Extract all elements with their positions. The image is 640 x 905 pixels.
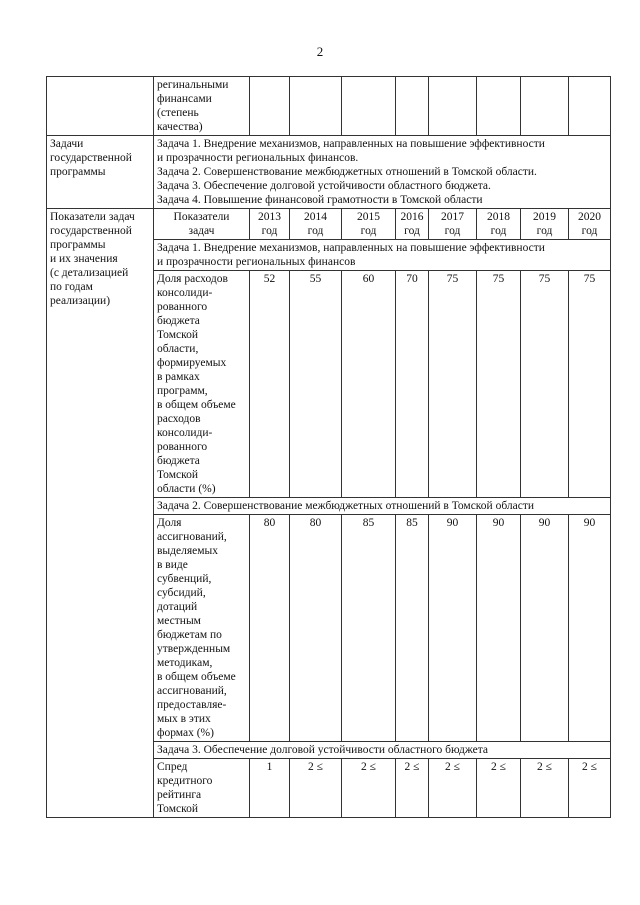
task2-value-2014: 80 bbox=[290, 515, 342, 742]
task1-value-2018: 75 bbox=[477, 271, 521, 498]
indicators-header-row bbox=[47, 209, 611, 240]
task2-value-2017: 90 bbox=[429, 515, 477, 742]
task1-indicator-name: Доля расходов консолиди- рованного бюджета Томской области, формируемых в рамках программ, в общем объеме расходов консолиди- рованного бюджета Томской области (%) bbox=[154, 271, 250, 498]
continuation-value-cell bbox=[342, 77, 396, 136]
indicator-column-header: Показатели задач bbox=[154, 209, 250, 240]
task3-value-2017: 2 ≤ bbox=[429, 759, 477, 818]
task1-value-2014: 55 bbox=[290, 271, 342, 498]
continuation-value-cell bbox=[396, 77, 429, 136]
continuation-value-cell bbox=[569, 77, 611, 136]
task2-value-2016: 85 bbox=[396, 515, 429, 742]
task3-value-2014: 2 ≤ bbox=[290, 759, 342, 818]
continuation-value-cell bbox=[429, 77, 477, 136]
year-header: 2019 год bbox=[521, 209, 569, 240]
task3-value-2018: 2 ≤ bbox=[477, 759, 521, 818]
task3-title: Задача 3. Обеспечение долговой устойчивости областного бюджета bbox=[154, 742, 611, 759]
task3-indicator-name: Спред кредитного рейтинга Томской bbox=[154, 759, 250, 818]
task2-value-2015: 85 bbox=[342, 515, 396, 742]
year-header: 2017 год bbox=[429, 209, 477, 240]
year-header: 2020 год bbox=[569, 209, 611, 240]
task3-value-2015: 2 ≤ bbox=[342, 759, 396, 818]
task3-value-2019: 2 ≤ bbox=[521, 759, 569, 818]
task2-title: Задача 2. Совершенствование межбюджетных отношений в Томской области bbox=[154, 498, 611, 515]
tasks-label: Задачи государственной программы bbox=[47, 136, 154, 209]
continuation-label-cell bbox=[47, 77, 154, 136]
task1-value-2013: 52 bbox=[250, 271, 290, 498]
continuation-value-cell bbox=[477, 77, 521, 136]
program-passport-table bbox=[46, 76, 611, 818]
task3-value-2020: 2 ≤ bbox=[569, 759, 611, 818]
continuation-indicator-cell: регинальными финансами (степень качества) bbox=[154, 77, 250, 136]
indicators-label: Показатели задач государственной программы и их значения (с детализацией по годам реализации) bbox=[47, 209, 154, 818]
task1-title: Задача 1. Внедрение механизмов, направленных на повышение эффективности и прозрачности региональных финансов bbox=[154, 240, 611, 271]
task2-value-2013: 80 bbox=[250, 515, 290, 742]
task3-value-2013: 1 bbox=[250, 759, 290, 818]
task1-value-2020: 75 bbox=[569, 271, 611, 498]
tasks-list: Задача 1. Внедрение механизмов, направленных на повышение эффективности и прозрачности региональных финансов. Задача 2. Совершенствование межбюджетных отношений в Томской области. Задача 3. Обеспечение долговой устойчивости областного бюджета. Задача 4. Повышение финансовой грамотности в Томской области bbox=[154, 136, 611, 209]
task3-value-2016: 2 ≤ bbox=[396, 759, 429, 818]
continuation-row bbox=[47, 77, 611, 136]
continuation-value-cell bbox=[250, 77, 290, 136]
continuation-value-cell bbox=[521, 77, 569, 136]
year-header: 2016 год bbox=[396, 209, 429, 240]
task1-value-2019: 75 bbox=[521, 271, 569, 498]
task1-value-2016: 70 bbox=[396, 271, 429, 498]
task2-value-2020: 90 bbox=[569, 515, 611, 742]
task2-value-2018: 90 bbox=[477, 515, 521, 742]
year-header: 2015 год bbox=[342, 209, 396, 240]
task1-value-2017: 75 bbox=[429, 271, 477, 498]
continuation-value-cell bbox=[290, 77, 342, 136]
task2-indicator-name: Доля ассигнований, выделяемых в виде субвенций, субсидий, дотаций местным бюджетам по утвержденным методикам, в общем объеме ассигнований, предоставляе- мых в этих формах (%) bbox=[154, 515, 250, 742]
year-header: 2014 год bbox=[290, 209, 342, 240]
page-number: 2 bbox=[316, 44, 324, 59]
year-header: 2018 год bbox=[477, 209, 521, 240]
task2-value-2019: 90 bbox=[521, 515, 569, 742]
year-header: 2013 год bbox=[250, 209, 290, 240]
task1-value-2015: 60 bbox=[342, 271, 396, 498]
tasks-row bbox=[47, 136, 611, 209]
